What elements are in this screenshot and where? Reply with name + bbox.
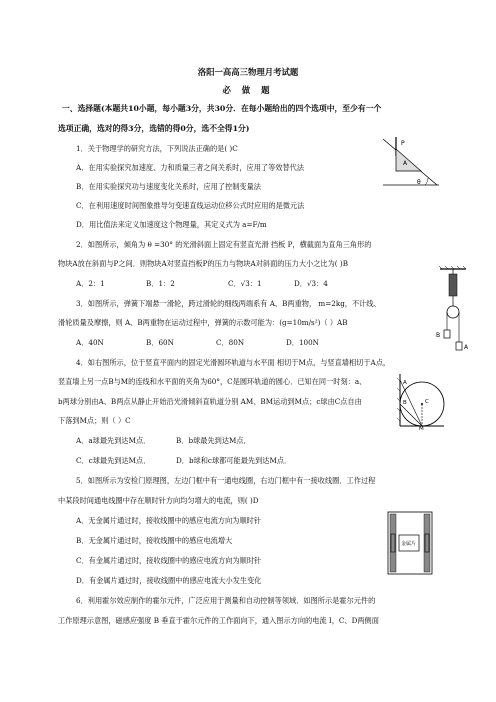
incline-figure: [381, 135, 441, 191]
fig1-label-p: P: [401, 140, 405, 147]
q2-option-a: A．2：1: [76, 279, 105, 288]
q2-option-d: D．√3：4: [294, 279, 328, 288]
q4-option-d: D．b球和c球都可能最先到达M点．: [176, 456, 292, 465]
fig3-label-a: A: [464, 344, 469, 351]
q2-line2: 物块A放在斜面与P之间．则物块A对竖直挡板P的压力与物块A对斜面的压力大小之比为( )B: [58, 259, 348, 268]
q3-line2: 滑轮质量及摩擦，则 A、B两重物在运动过程中，弹簧的示数可能为：(g=10m/s²)（ ）AB: [58, 318, 348, 327]
section-heading-line2: 选项正确，选对的得3分，选错的得0分，选不全得1分): [58, 124, 250, 133]
q1-option-b: B．在用实验探究功与速度变化关系时，应用了控制变量法: [76, 182, 261, 191]
q2-line1: 2．如图所示，倾角为 θ =30° 的光滑斜面上固定有竖直光滑 挡板 P，横截面为直角三角形的: [76, 240, 372, 249]
page-subtitle: 必 做 题: [222, 85, 274, 95]
section-heading-line1: 一、选择题(本题共10小题，每小题3分，共30分．在每小题给出的四个选项中，至少有一个: [62, 104, 382, 113]
q3-option-c: C．80N: [216, 338, 245, 347]
q5-option-c: C．有金属片通过时，接收线圈中的感应电流方向为顺时针: [76, 556, 262, 565]
q4-line4: 下落到M点；则（ ）C: [58, 416, 131, 425]
q1-option-d: D．用比值法来定义加速度这个物理量，其定义式为 a=F/m: [76, 220, 267, 229]
security-gate-figure: [386, 510, 434, 576]
fig4-label-a: A: [403, 380, 407, 386]
page-title: 洛阳一高高三物理月考试题: [197, 67, 299, 77]
fig1-label-a: A: [403, 160, 408, 167]
q1-stem: 1．关于物理学的研究方法，下列说法正确的是( )C: [76, 144, 238, 153]
q1-option-a: A．在用实验探究加速度、力和质量三者之间关系时，应用了等效替代法: [76, 163, 305, 172]
q5-line1: 5．如图所示为安检门原理图，左边门框中有一通电线圈，右边门框中有一接收线圈．工作过程: [76, 476, 376, 485]
q5-option-d: D．有金属片通过时，接收线圈中的感应电流大小发生变化: [76, 576, 262, 585]
fig4-label-b: B: [403, 400, 407, 406]
fig5-label-metal: 金属片: [401, 541, 417, 547]
q3-line1: 3．如图所示，弹簧下端悬一滑轮，跨过滑轮的细线两端系有 A、B两重物， m=2kg，不计线、: [76, 299, 381, 308]
fig1-label-theta: θ: [417, 179, 421, 186]
q2-option-c: C．√3：1: [228, 279, 262, 288]
q5-line2: 中某段时间通电线圈中存在顺时针方向均匀增大的电流，则( )D: [58, 496, 259, 505]
q6-line2: 工作原理示意图，磁感应强度 B 垂直于霍尔元件的工作面向下，通入图示方向的电流 I，C、D两侧面: [58, 616, 379, 625]
q4-option-b: B．b球最先到达M点．: [176, 436, 251, 445]
fig4-label-m: M: [419, 426, 424, 430]
q4-line3: b两球分别由A、B两点从静止开始沿光滑倾斜直轨道分别 AM、BM运动到M点；c球由C点自由: [58, 397, 362, 406]
q5-option-b: B．无金属片通过时，接收线圈中的感应电流增大: [76, 536, 233, 545]
q4-option-a: A．a球最先到达M点．: [76, 436, 151, 445]
q3-option-b: B．60N: [146, 338, 174, 347]
q4-option-c: C．c球最先到达M点．: [76, 456, 151, 465]
q3-option-d: D．100N: [286, 338, 319, 347]
q1-option-c: C．在利用速度时间图象推导匀变速直线运动位移公式时应用的是微元法: [76, 201, 305, 210]
circle-track-figure: [394, 374, 446, 430]
fig3-label-b: B: [436, 332, 441, 339]
q6-line1: 6．利用霍尔效应制作的霍尔元件，广泛应用于测量和自动控制等领域．如图所示是霍尔元件的: [76, 596, 376, 605]
q5-option-a: A．无金属片通过时，接收线圈中的感应电流方向为顺时针: [76, 516, 261, 525]
spring-pulley-figure: [434, 266, 474, 354]
q3-option-a: A．40N: [76, 338, 104, 347]
q2-option-b: B．1：2: [146, 279, 175, 288]
q4-line2: 竖直墙上另一点B与M的连线和水平面的夹角为60°，C是圆环轨道的圆心．已知在同一时刻：a、: [58, 377, 367, 386]
q4-line1: 4．如右图所示，位于竖直平面内的固定光滑圆环轨道与水平面 相切于M点，与竖直墙相切于A点，: [76, 358, 391, 367]
fig4-label-c: C: [425, 399, 429, 405]
